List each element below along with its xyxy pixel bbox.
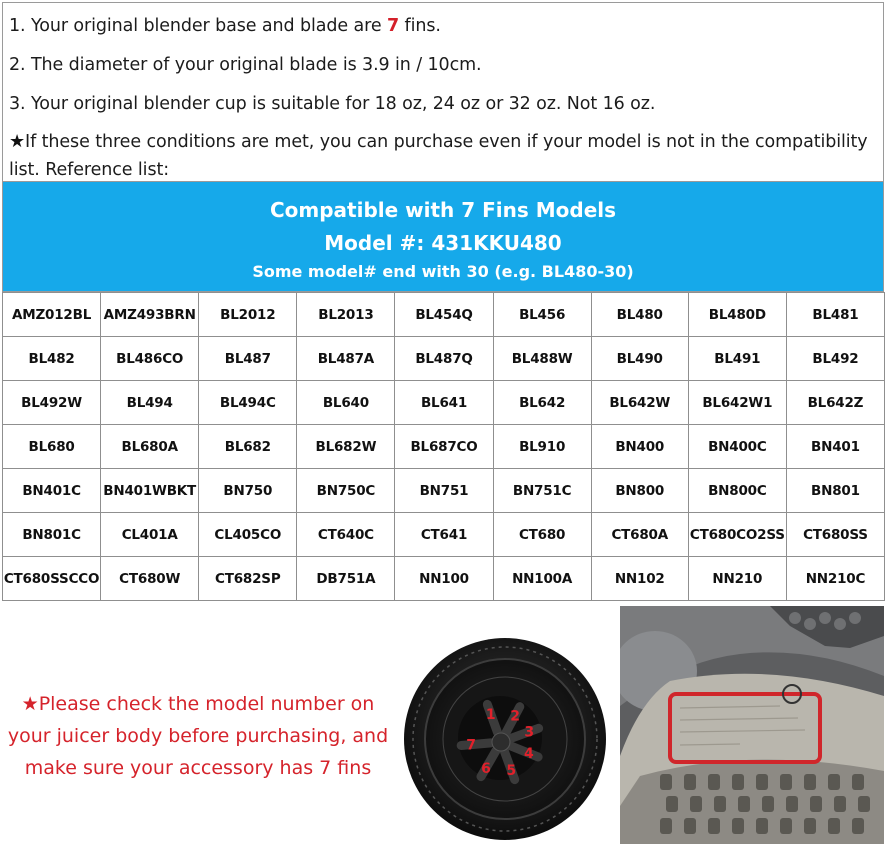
model-cell: CT680CO2SS	[688, 513, 786, 557]
model-cell: BL2012	[199, 293, 297, 337]
model-row	[3, 469, 885, 513]
model-cell: BL487Q	[395, 337, 493, 381]
model-cell: BL642W	[591, 381, 688, 425]
banner-model-number: Model #: 431KKU480	[324, 231, 562, 255]
fin-count: 7	[386, 16, 400, 36]
grate-slot	[660, 818, 672, 834]
model-cell: BL487	[199, 337, 297, 381]
model-cell: CT680W	[101, 557, 199, 601]
model-cell: CT680SS	[786, 513, 884, 557]
model-cell: BN800C	[688, 469, 786, 513]
model-row	[3, 293, 885, 337]
model-cell: CL401A	[101, 513, 199, 557]
grate-slot	[708, 774, 720, 790]
grate-slot	[708, 818, 720, 834]
model-cell: BL482	[3, 337, 101, 381]
model-cell: BL492W	[3, 381, 101, 425]
model-cell: BL454Q	[395, 293, 493, 337]
model-cell: AMZ012BL	[3, 293, 101, 337]
base-grate	[660, 774, 870, 834]
notice-line-3: make sure your accessory has 7 fins	[24, 757, 372, 779]
condition-2: 2. The diameter of your original blade is 3.9 in / 10cm.	[9, 55, 482, 75]
model-cell: BL480	[591, 293, 688, 337]
model-cell: BN800	[591, 469, 688, 513]
model-cell: CT680	[493, 513, 591, 557]
grate-slot	[852, 774, 864, 790]
model-cell: BL456	[493, 293, 591, 337]
fin-number-label: 6	[481, 760, 491, 777]
model-row	[3, 513, 885, 557]
banner-title: Compatible with 7 Fins Models	[269, 198, 617, 222]
model-cell: BN801C	[3, 513, 101, 557]
model-cell: CT682SP	[199, 557, 297, 601]
model-cell: BN751	[395, 469, 493, 513]
grate-slot	[660, 774, 672, 790]
model-cell: BL487A	[297, 337, 395, 381]
model-row	[3, 557, 885, 601]
grate-slot	[756, 774, 768, 790]
purchase-notice	[0, 688, 396, 784]
model-cell: BL488W	[493, 337, 591, 381]
grate-slot	[804, 818, 816, 834]
model-cell: DB751A	[297, 557, 395, 601]
fin-number-label: 3	[524, 724, 535, 741]
model-cell: NN102	[591, 557, 688, 601]
model-cell: BL641	[395, 381, 493, 425]
banner-note: Some model# end with 30 (e.g. BL480-30)	[252, 262, 634, 281]
fin-number-label: 7	[466, 737, 476, 754]
grate-slot	[780, 818, 792, 834]
grate-slot	[732, 818, 744, 834]
grate-slot	[780, 774, 792, 790]
grate-slot	[810, 796, 822, 812]
model-cell: BN400	[591, 425, 688, 469]
condition-note-text: If these three conditions are met, you can purchase even if your model is not in the compatibility list. Reference list:	[9, 132, 868, 180]
model-cell: BL486CO	[101, 337, 199, 381]
fin-number-label: 2	[510, 708, 520, 725]
model-cell: BL480D	[688, 293, 786, 337]
grate-slot	[756, 818, 768, 834]
model-cell: BL680A	[101, 425, 199, 469]
model-cell: BN401WBKT	[101, 469, 199, 513]
grate-slot	[828, 818, 840, 834]
model-cell: BL494	[101, 381, 199, 425]
grate-slot	[738, 796, 750, 812]
model-cell: AMZ493BRN	[101, 293, 199, 337]
model-cell: BL490	[591, 337, 688, 381]
model-row	[3, 425, 885, 469]
grate-slot	[684, 818, 696, 834]
model-grid	[2, 292, 885, 601]
condition-note	[9, 128, 879, 184]
model-cell: BL2013	[297, 293, 395, 337]
model-cell: CT640C	[297, 513, 395, 557]
model-cell: NN100A	[493, 557, 591, 601]
grate-slot	[684, 774, 696, 790]
model-cell: BL687CO	[395, 425, 493, 469]
grate-slot	[858, 796, 870, 812]
fin-number-label: 1	[485, 706, 496, 723]
model-cell: BL481	[786, 293, 884, 337]
model-cell: BN751C	[493, 469, 591, 513]
grate-slot	[804, 774, 816, 790]
model-cell: BL642	[493, 381, 591, 425]
condition-1-suffix: fins.	[399, 16, 441, 36]
model-cell: BL642Z	[786, 381, 884, 425]
fin-number-label: 5	[506, 763, 517, 780]
blade-base-photo	[402, 632, 608, 842]
model-row	[3, 337, 885, 381]
conditions-box	[2, 2, 884, 182]
model-cell: CT680A	[591, 513, 688, 557]
model-cell: NN210C	[786, 557, 884, 601]
model-cell: BL680	[3, 425, 101, 469]
compatibility-banner	[2, 182, 884, 292]
grate-slot	[828, 774, 840, 790]
grate-slot	[762, 796, 774, 812]
model-cell: CL405CO	[199, 513, 297, 557]
grate-slot	[690, 796, 702, 812]
grate-slot	[714, 796, 726, 812]
model-cell: CT680SSCCO	[3, 557, 101, 601]
model-cell: BL494C	[199, 381, 297, 425]
model-cell: BN400C	[688, 425, 786, 469]
condition-1	[9, 12, 441, 40]
model-cell: BN401	[786, 425, 884, 469]
grate-slot	[666, 796, 678, 812]
model-row	[3, 381, 885, 425]
grate-slot	[732, 774, 744, 790]
model-cell: NN100	[395, 557, 493, 601]
grate-slot	[786, 796, 798, 812]
model-cell: BN750C	[297, 469, 395, 513]
grate-slot	[852, 818, 864, 834]
model-cell: BL910	[493, 425, 591, 469]
model-cell: BL492	[786, 337, 884, 381]
model-label-photo	[620, 606, 884, 844]
model-cell: BN401C	[3, 469, 101, 513]
model-cell: BL682W	[297, 425, 395, 469]
star-icon: ★	[9, 131, 26, 152]
fin-number-label: 4	[523, 746, 534, 763]
notice-line-2: your juicer body before purchasing, and	[7, 725, 389, 747]
model-cell: CT641	[395, 513, 493, 557]
model-cell: BL491	[688, 337, 786, 381]
model-cell: BL642W1	[688, 381, 786, 425]
model-cell: NN210	[688, 557, 786, 601]
model-cell: BL682	[199, 425, 297, 469]
grate-slot	[834, 796, 846, 812]
condition-1-prefix: 1. Your original blender base and blade are	[9, 16, 387, 36]
condition-3: 3. Your original blender cup is suitable for 18 oz, 24 oz or 32 oz. Not 16 oz.	[9, 94, 656, 114]
model-cell: BL640	[297, 381, 395, 425]
notice-line-1: ★Please check the model number on	[21, 693, 375, 715]
model-cell: BN801	[786, 469, 884, 513]
model-cell: BN750	[199, 469, 297, 513]
